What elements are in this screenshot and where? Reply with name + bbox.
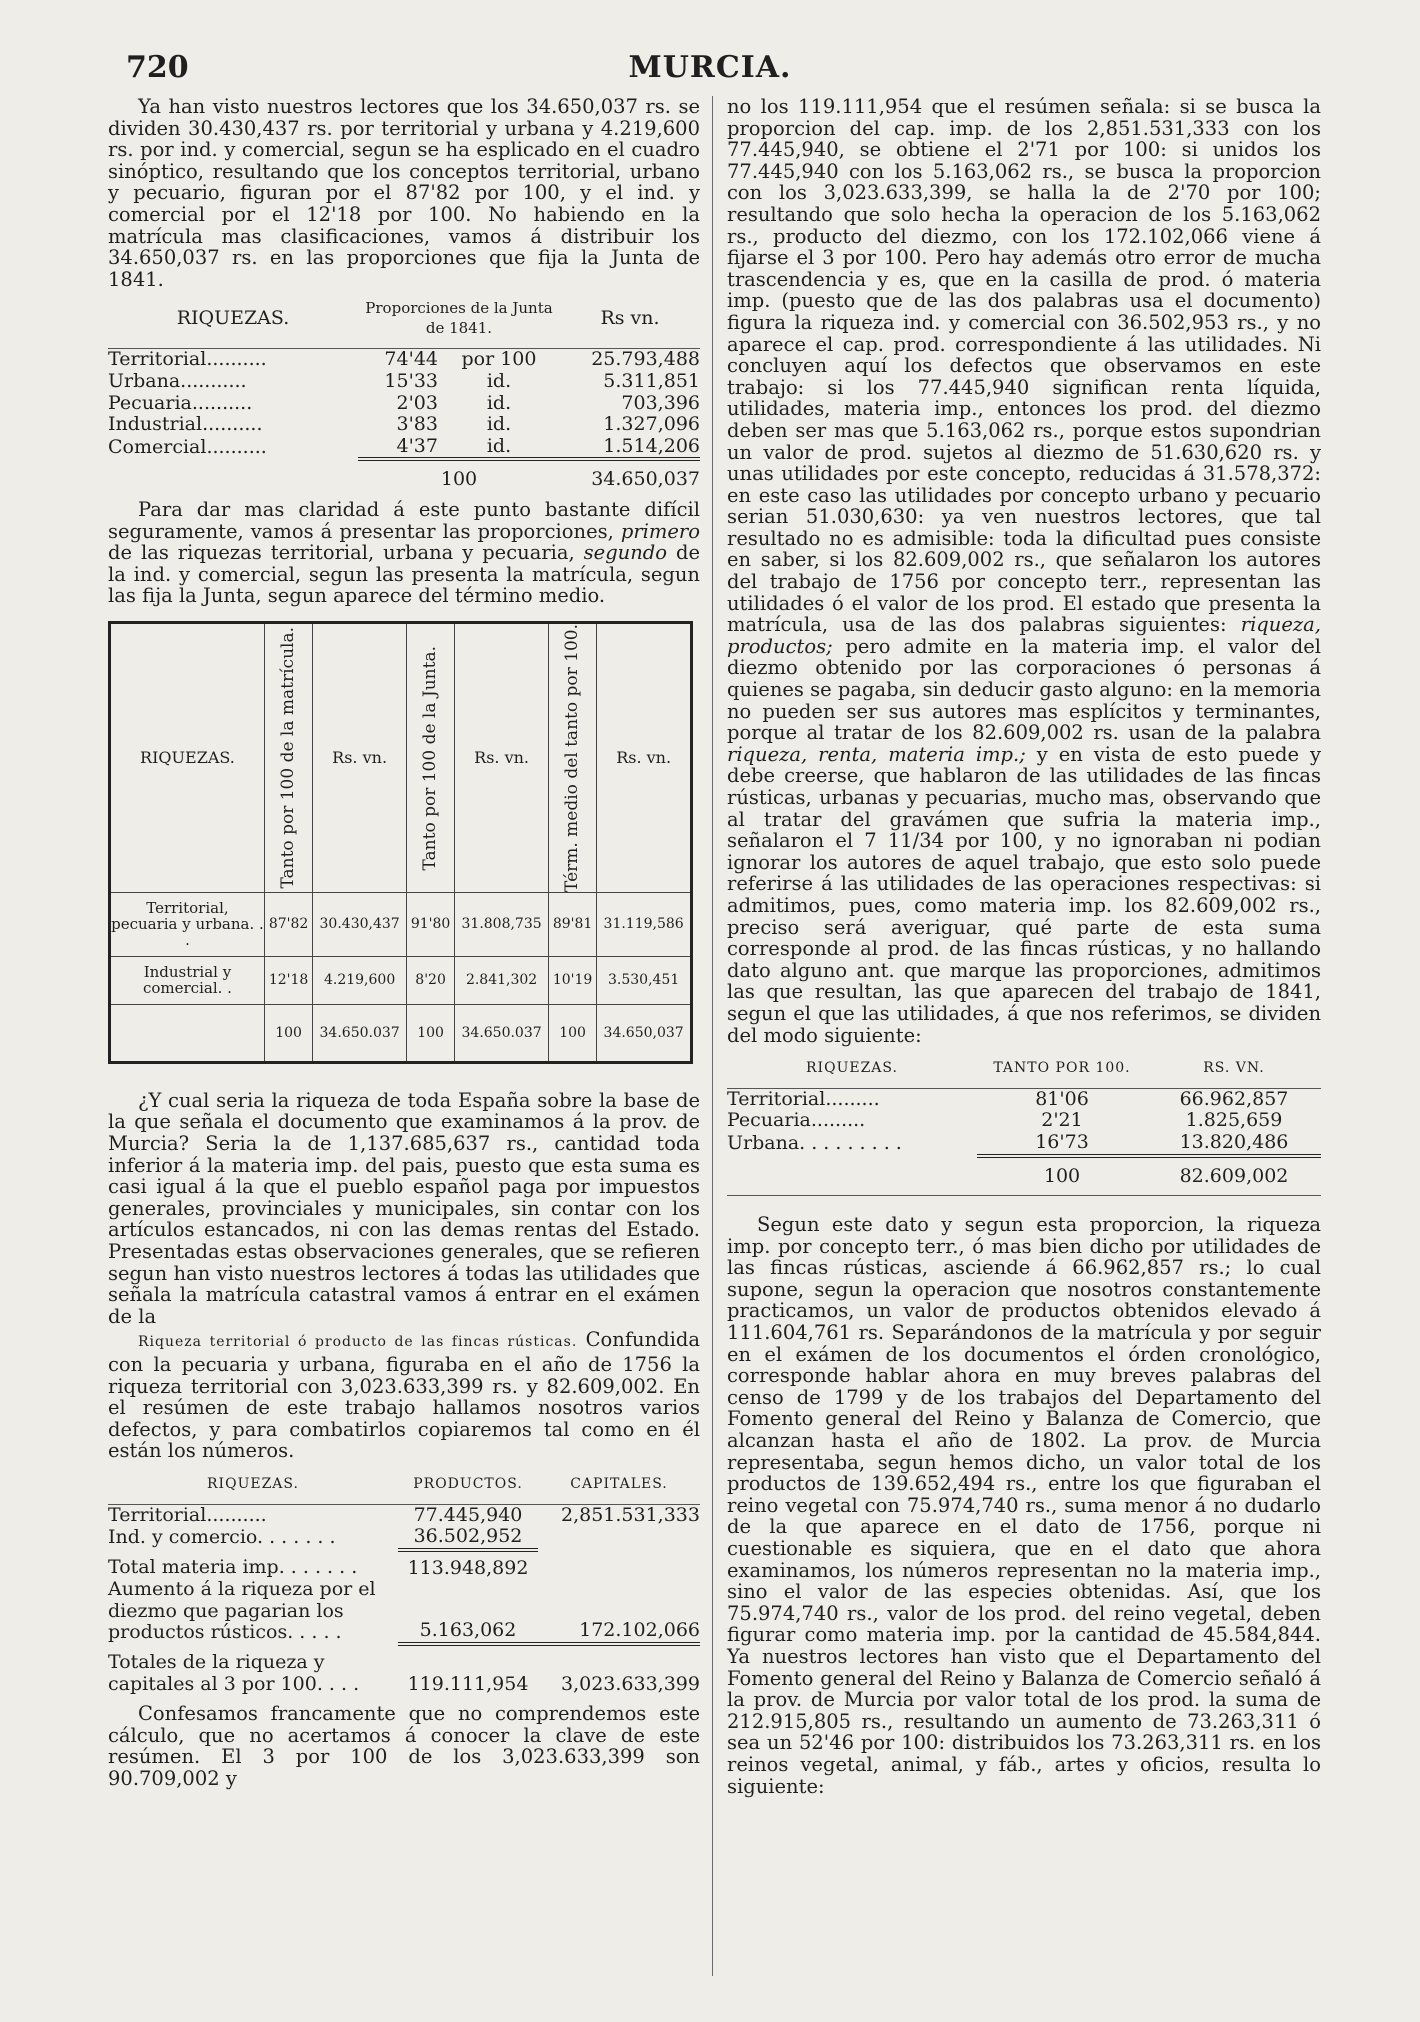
left-column xyxy=(108,96,700,1790)
cell: 1.327,096 xyxy=(603,413,700,436)
col-header: CAPITALES. xyxy=(570,1475,668,1492)
total-cell: 100 xyxy=(358,459,560,491)
cell: 8'20 xyxy=(406,956,454,1004)
cell: por 100 xyxy=(461,348,537,371)
cell: 81'06 xyxy=(1035,1087,1089,1110)
cell: 31.808,735 xyxy=(455,892,549,956)
table-row xyxy=(727,1088,1321,1110)
total-cell: 34.650,037 xyxy=(597,1004,692,1062)
cell: 5.163,062 xyxy=(419,1619,517,1642)
paragraph: ¿Y cual seria la riqueza de toda España sobre la base de la que señala el documento que examinamos á la prov. de Murcia? Seria la de 1,137.685,637 rs., cantidad toda inferior á la materia imp. del pais, puesto que esta suma es casi igual á la que el pueblo español paga por impuestos generales, provinciales y municipales, sin contar con los artículos estancados, ni con las demas rentas del Estado. Presentadas estas observaciones generales, que se refieren segun han visto nuestros lectores á todas las utilidades que señala la matrícula catastral vamos á entrar en el exámen de la xyxy=(108,1088,700,1328)
row-label: Territorial.......... xyxy=(108,348,267,371)
cell: 66.962,857 xyxy=(1179,1087,1289,1110)
row-label: Aumento á la riqueza por el diezmo que pagarian los productos rústicos. . . . . xyxy=(108,1578,376,1644)
cell: 87'82 xyxy=(264,892,312,956)
total-cell: 34.650.037 xyxy=(313,1004,407,1062)
page-header xyxy=(120,50,1300,90)
row-label: Comercial.......... xyxy=(108,435,267,458)
cell: 25.793,488 xyxy=(591,348,700,371)
cell: id. xyxy=(486,413,512,436)
col-header: Tanto por 100 de la Junta. xyxy=(420,645,441,871)
cell: 2'21 xyxy=(1041,1109,1083,1132)
cell: 36.502,952 xyxy=(413,1525,523,1548)
paragraph: Para dar mas claridad á este punto bastante difícil seguramente, vamos á presentar las proporciones, primero de las riquezas territorial, urbana y pecuaria, segundo de la ind. y comercial, segun las presenta la matrícula, segun las fija la Junta, segun aparece del término medio. xyxy=(108,497,700,608)
cell: 77.445,940 xyxy=(413,1503,523,1526)
cell: 1.514,206 xyxy=(603,434,700,457)
col-header: Tanto por 100 de la matrícula. xyxy=(278,627,299,889)
col-header: Rs. vn. xyxy=(313,622,407,892)
table-terminos-medios xyxy=(108,621,693,1064)
cell: id. xyxy=(486,391,512,414)
row-label: Total materia imp. . . . . . . xyxy=(108,1555,358,1578)
table-total-row xyxy=(108,1644,700,1695)
cell: 1.825,659 xyxy=(1185,1109,1283,1132)
col-header: Rs vn. xyxy=(600,306,660,329)
total-cell: 3,023.633,399 xyxy=(538,1644,700,1695)
col-header: RIQUEZAS. xyxy=(806,1060,898,1077)
table-row xyxy=(108,436,700,460)
cell xyxy=(538,1550,700,1580)
row-label: Pecuaria......... xyxy=(727,1110,866,1132)
total-cell: 34.650.037 xyxy=(455,1004,549,1062)
total-cell: 100 xyxy=(264,1004,312,1062)
cell: 31.119,586 xyxy=(597,892,692,956)
table-proporciones-1841 xyxy=(108,298,700,491)
row-label: Urbana........... xyxy=(108,370,247,392)
row-label: Pecuaria.......... xyxy=(108,392,253,414)
section-heading: Riqueza territorial ó producto de las fincas rústicas. xyxy=(138,1334,578,1351)
col-header: Térm. medio del tanto por 100. xyxy=(562,623,583,892)
table-row xyxy=(108,371,700,393)
total-cell: 34.650,037 xyxy=(560,459,700,491)
cell: 4.219,600 xyxy=(313,956,407,1004)
cell: id. xyxy=(486,369,512,392)
table-productos-capitales xyxy=(108,1474,700,1695)
table-row xyxy=(108,349,700,371)
table-row xyxy=(108,393,700,415)
total-cell: 119.111,954 xyxy=(398,1644,538,1695)
row-label: Territorial, pecuaria y urbana. . . xyxy=(110,892,265,956)
col-header: Rs. vn. xyxy=(597,622,692,892)
row-label: Territorial.......... xyxy=(108,1504,267,1526)
cell: 4'37 xyxy=(396,434,438,457)
cell: 15'33 xyxy=(384,369,438,392)
cell: 16'73 xyxy=(1035,1130,1089,1153)
table-row xyxy=(108,1550,700,1580)
col-header: Proporciones de la Junta de 1841. xyxy=(365,299,553,338)
table-total-row xyxy=(108,459,700,491)
paragraph: Segun este dato y segun esta proporcion, la riqueza imp. por concepto terr., ó mas bien dicho por utilidades de las fincas rústicas, asciende á 66.962,857 rs.; lo cual supone, segun la operacion que nosotros constantemente practicamos, un valor de productos obtenidos elevado á 111.604,761 rs. Separándonos de la matrícula y por seguir en el exámen de los documentos el órden cronológico, corresponde hablar ahora en muy breves palabras del censo de 1799 y de los trabajos del Departamento del Fomento general del Reino y Balanza de Comercio, que alcanzan hasta el año de 1802. La prov. de Murcia representaba, segun hemos dicho, un valor total de los productos de 139.652,494 rs., entre los que figuraban el reino vegetal con 75.974,740 rs., suma menor á no dudarlo de la que aparece en el dato de 1756, porque ni cuestionable es siquiera, que en el dato que ahora examinamos, los números representan no la materia imp., sino el valor de las especies obtenidas. Así, que los 75.974,740 rs., valor de los prod. del reino vegetal, deben figurar como materia imp. por la cantidad de 45.584,844. Ya nuestros lectores han visto que el Departamento del Fomento general del Reino y Balanza de Comercio señaló á la prov. de Murcia por valor total de los prod. la suma de 212.915,805 rs., resultando un aumento de 73.263,311 ó sea un 52'46 por 100: distribuidos los 73.263,311 rs. en los reinos vegetal, animal, y fáb., artes y oficios, resulta lo siguiente: xyxy=(727,1213,1321,1798)
col-header: RS. VN. xyxy=(1203,1060,1265,1077)
running-title: MURCIA. xyxy=(628,50,792,85)
table-row xyxy=(727,1132,1321,1156)
cell: id. xyxy=(486,434,512,457)
paragraph: Confesamos francamente que no comprendemos este cálculo, que no acertamos á conocer la clave de este resúmen. El 3 por 100 de los 3,023.633,399 son 90.709,002 y xyxy=(108,1702,700,1791)
cell: 30.430,437 xyxy=(313,892,407,956)
table-row xyxy=(108,414,700,436)
cell: 3.530,451 xyxy=(597,956,692,1004)
table-row xyxy=(108,1526,700,1550)
row-label: Industrial y comercial. . xyxy=(110,956,265,1004)
table-total-row xyxy=(727,1156,1321,1188)
total-cell: 100 xyxy=(406,1004,454,1062)
cell: 3'83 xyxy=(396,413,438,436)
cell: 2'03 xyxy=(396,391,438,414)
col-header: RIQUEZAS. xyxy=(207,1475,299,1492)
table-header xyxy=(108,298,700,338)
col-header: Rs. vn. xyxy=(455,622,549,892)
table-row xyxy=(110,956,692,1004)
cell: 12'18 xyxy=(264,956,312,1004)
cell: 5.311,851 xyxy=(603,369,700,392)
cell: 2,851.531,333 xyxy=(560,1503,700,1526)
paragraph: no los 119.111,954 que el resúmen señala: si se busca la proporcion del cap. imp. de los 2,851.531,333 con los 77.445,940, se obtiene el 2'71 por 100: si unidos los 77.445,940 con los 5.163,062 rs., se busca la proporcion con los 3,023.633,399, se halla la de 2'70 por 100; resultando que solo hecha la operacion de los 5.163,062 rs., producto del diezmo, con los 172.102,066 viene á fijarse el 3 por 100. Pero hay además otro error de mucha trascendencia y es, que en la casilla de prod. ó materia imp. (puesto que de las dos palabras usa el documento) figura la riqueza ind. y comercial con 36.502,953 rs., y no aparece el cap. prod. correspondiente á las utilidades. Ni concluyen aquí los defectos que observamos en este trabajo: si los 77.445,940 significan renta líquida, utilidades, materia imp., entonces los prod. del diezmo deben ser mas que 5.163,062 rs., porque estos supondrian un valor de prod. sujetos al diezmo de 51.630,620 rs. y unas utilidades por este concepto, reducidas á 31.578,372: en este caso las utilidades por concepto urbano y pecuario serian 51.030,630: ya ven nuestros lectores, que tal resultado no es admisible: toda la dificultad pues consiste en saber, si los 82.609,002 rs., que señalaron los autores del trabajo de 1756 por concepto terr., representan las utilidades ó el valor de los prod. El estado que presenta la matrícula, usa de las dos palabras siguientes: riqueza, productos; pero admite en la materia imp. el valor del diezmo obtenido por las corporaciones ó personas á quienes se pagaba, sin deducir gasto alguno: en la memoria no pueden ser sus autores mas esplícitos y terminantes, porque al tratar de los 82.609,002 rs. usan de la palabra riqueza, renta, materia imp.; y en vista de esto puede y debe creerse, que hablaron de las utilidades de las fincas rústicas, urbanas y pecuarias, mucho mas, observando que al tratar del gravámen que sufria la materia imp., señalaron el 7 11/34 por 100, y no ignoraban ni podian ignorar los autores de aquel trabajo, que esto solo puede referirse á las utilidades de las operaciones respectivas: si admitimos, pues, como materia imp. los 82.609,002 rs., preciso será averiguar, qué parte de esta suma corresponde al prod. de las fincas rústicas, y no hallando dato alguno ant. que marque las proporciones, admitimos las que resultan, las que aparecen del trabajo de 1841, segun el que las utilidades, á que nos referimos, se dividen del modo siguiente: xyxy=(727,95,1321,1047)
total-cell: 100 xyxy=(977,1156,1147,1188)
row-label: Territorial......... xyxy=(727,1088,880,1110)
row-label: Industrial.......... xyxy=(108,414,263,436)
table-row xyxy=(108,1579,700,1644)
table-row xyxy=(727,1110,1321,1132)
row-label: Urbana. . . . . . . . . xyxy=(727,1131,902,1154)
cell: 89'81 xyxy=(548,892,596,956)
cell: 91'80 xyxy=(406,892,454,956)
table-utilidades xyxy=(727,1058,1321,1196)
column-rule xyxy=(712,96,713,1976)
cell: 2.841,302 xyxy=(455,956,549,1004)
col-header: RIQUEZAS. xyxy=(110,622,265,892)
total-cell: 100 xyxy=(548,1004,596,1062)
cell: 172.102,066 xyxy=(579,1619,700,1642)
table-row xyxy=(110,892,692,956)
paragraph: Riqueza territorial ó producto de las fincas rústicas. Confundida con la pecuaria y urbana, figuraba en el año de 1756 la riqueza territorial con 3,023.633,399 rs. y 82.609,002. En el resúmen de este trabajo hallamos nosotros varios defectos, y para combatirlos copiaremos tal como en él están los números. xyxy=(108,1328,700,1463)
cell: 10'19 xyxy=(548,956,596,1004)
cell: 703,396 xyxy=(621,391,700,414)
table-header xyxy=(727,1058,1321,1080)
page-number: 720 xyxy=(126,50,189,85)
cell: 113.948,892 xyxy=(398,1550,538,1580)
table-header xyxy=(110,622,692,892)
row-label: Ind. y comercio. . . . . . . xyxy=(108,1526,336,1549)
paragraph: Ya han visto nuestros lectores que los 34.650,037 rs. se dividen 30.430,437 rs. por territorial y urbana y 4.219,600 rs. por ind. y comercial, segun se ha esplicado en el cuadro sinóptico, resultando que los conceptos territorial, urbano y pecuario, figuran por el 87'82 por 100, y el ind. y comercial por el 12'18 por 100. No habiendo en la matrícula mas clasificaciones, vamos á distribuir los 34.650,037 rs. en las proporciones que fija la Junta de 1841. xyxy=(108,95,700,291)
table-header xyxy=(108,1474,700,1496)
total-cell: 82.609,002 xyxy=(1147,1156,1321,1188)
col-header: PRODUCTOS. xyxy=(413,1475,523,1492)
right-column xyxy=(727,96,1321,1797)
col-header: TANTO POR 100. xyxy=(993,1060,1131,1077)
cell: 74'44 xyxy=(384,348,438,371)
table-row xyxy=(108,1504,700,1526)
table-total-row xyxy=(110,1004,692,1062)
col-header: RIQUEZAS. xyxy=(176,306,290,329)
cell xyxy=(538,1526,700,1550)
row-label: Totales de la riqueza y capitales al 3 por 100. . . . xyxy=(108,1651,360,1695)
cell: 13.820,486 xyxy=(1179,1130,1289,1153)
